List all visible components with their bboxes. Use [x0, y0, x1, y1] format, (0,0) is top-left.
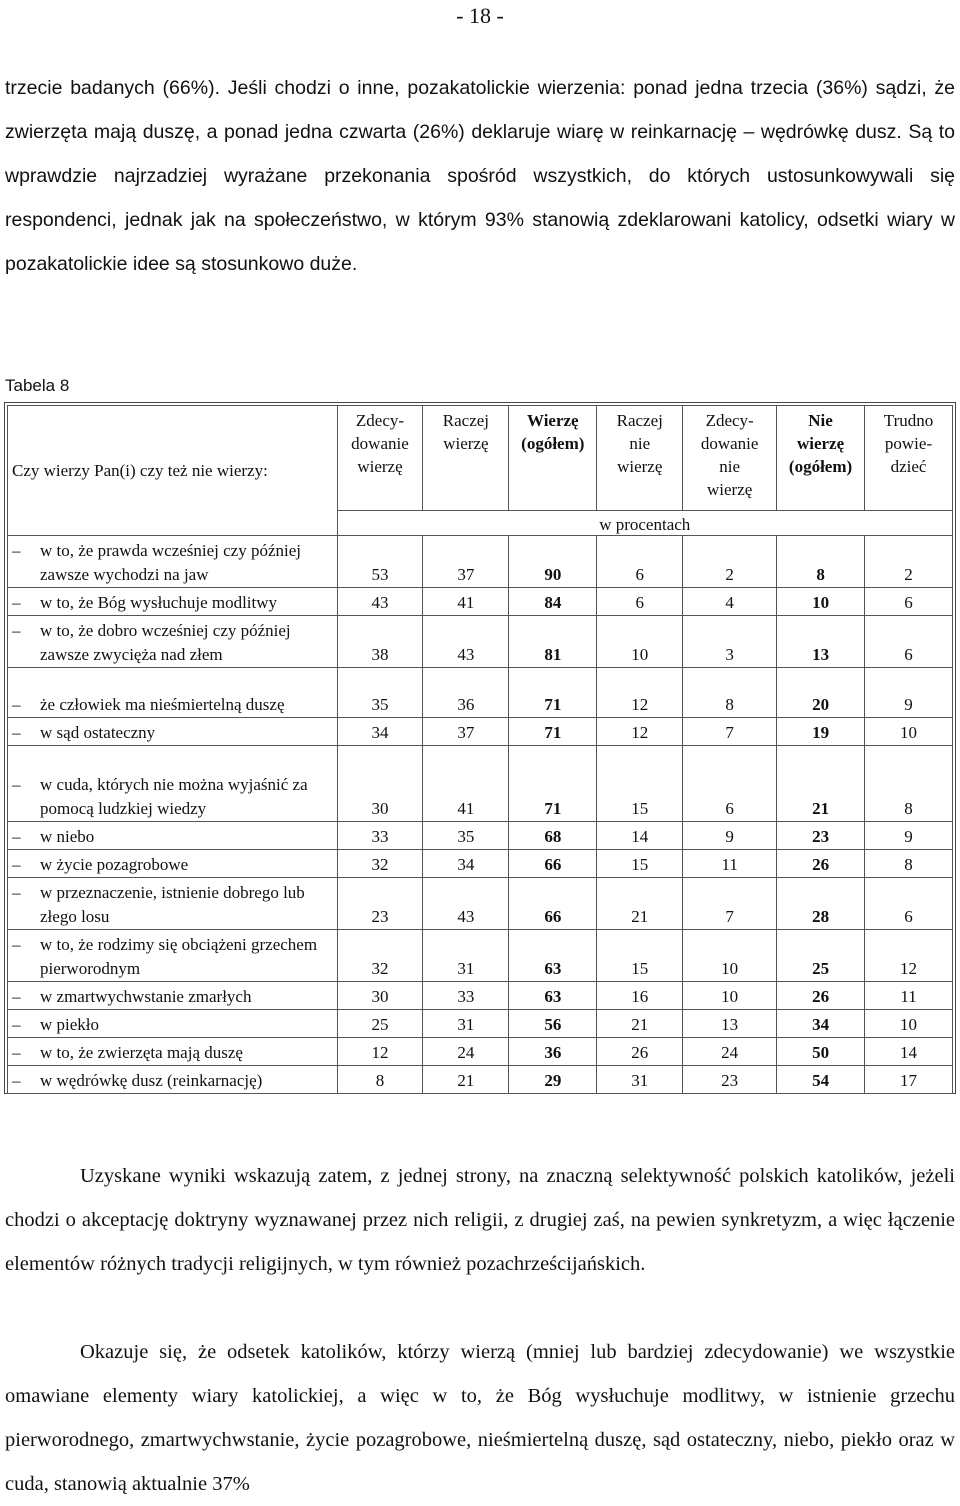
paragraph-conclusion: [5, 1154, 955, 1286]
table-cell: 41: [423, 746, 509, 822]
table-cell: 23: [777, 822, 865, 850]
paragraph-findings-text: Okazuje się, że odsetek katolików, którzy wierzą (mniej lub bardziej zdecydowanie) we wszystkie omawiane elementy wiary katolickiej, a więc w to, że Bóg wysłuchuje modlitwy, w istnienie grzechu pierworodnego, zmartwychwstanie, życie pozagrobowe, nieśmiertelną duszę, sąd ostateczny, niebo, piekło oraz w cuda, stanowią aktualnie 37%: [5, 1341, 955, 1495]
row-label: [8, 1038, 338, 1066]
row-label: [8, 668, 338, 718]
row-label: [8, 588, 338, 616]
table-caption: Tabela 8: [5, 376, 70, 395]
table-cell: 23: [337, 878, 423, 930]
row-label-text: w to, że rodzimy się obciążeni grzechem pierworodnym: [40, 935, 318, 978]
table-row: [8, 878, 953, 930]
paragraph-intro: trzecie badanych (66%). Jeśli chodzi o inne, pozakatolickie wierzenia: ponad jedna trzecia (36%) sądzi, że zwierzęta mają duszę, a ponad jedna czwarta (26%) deklaruje wiarę w reinkarnację – wędrówkę dusz. Są to wprawdzie najrzadziej wyrażane przekonania spośród wszystkich, do których ustosunkowywali się respondenci, jednak jak na społeczeństwo, w którym 93% stanowią zdeklarowani katolicy, odsetki wiary w pozakatolickie idee są stosunkowo duże.: [5, 77, 955, 275]
paragraph-findings: [5, 1330, 955, 1506]
table-cell: 19: [777, 718, 865, 746]
table-cell: 8: [683, 668, 777, 718]
table-cell: 31: [423, 1010, 509, 1038]
dash-bullet: –: [12, 775, 21, 794]
dash-bullet: –: [12, 935, 21, 954]
row-label-text: w wędrówkę dusz (reinkarnację): [40, 1071, 263, 1090]
table-cell: 15: [597, 930, 683, 982]
table-cell: 35: [337, 668, 423, 718]
dash-bullet: –: [12, 541, 21, 560]
table-cell: 25: [777, 930, 865, 982]
dash-bullet: –: [12, 1015, 21, 1034]
table-cell: 9: [865, 822, 953, 850]
row-label-text: w to, że Bóg wysłuchuje modlitwy: [40, 593, 278, 612]
data-table: [7, 405, 953, 1094]
row-label-text: w niebo: [40, 827, 95, 846]
column-header: Raczej nie wierzę: [597, 406, 683, 511]
table-cell: 6: [597, 536, 683, 588]
table-cell: 10: [597, 616, 683, 668]
table-cell: 6: [865, 616, 953, 668]
table-cell: 10: [683, 982, 777, 1010]
table-cell: 90: [509, 536, 597, 588]
table-cell: 6: [597, 588, 683, 616]
row-label-text: w zmartwychwstanie zmarłych: [40, 987, 252, 1006]
table-cell: 8: [865, 850, 953, 878]
column-header: Zdecy- dowanie nie wierzę: [683, 406, 777, 511]
row-label: [8, 982, 338, 1010]
table-cell: 12: [597, 718, 683, 746]
table-cell: 28: [777, 878, 865, 930]
column-header: Wierzę (ogółem): [509, 406, 597, 511]
table-row: [8, 982, 953, 1010]
table-cell: 25: [337, 1010, 423, 1038]
row-label-text: w sąd ostateczny: [40, 723, 156, 742]
dash-bullet: –: [12, 883, 21, 902]
table-cell: 21: [423, 1066, 509, 1094]
row-label-text: w to, że dobro wcześniej czy później zawsze zwycięża nad złem: [40, 621, 291, 664]
table-cell: 26: [777, 982, 865, 1010]
table-cell: 63: [509, 982, 597, 1010]
table-cell: 68: [509, 822, 597, 850]
row-label: [8, 930, 338, 982]
row-label-text: w życie pozagrobowe: [40, 855, 189, 874]
dash-bullet: –: [12, 827, 21, 846]
table-row: [8, 822, 953, 850]
table-cell: 16: [597, 982, 683, 1010]
table-cell: 3: [683, 616, 777, 668]
dash-bullet: –: [12, 621, 21, 640]
table-cell: 38: [337, 616, 423, 668]
table-cell: 31: [423, 930, 509, 982]
table-cell: 10: [683, 930, 777, 982]
table-row: [8, 1010, 953, 1038]
row-label-text: w piekło: [40, 1015, 100, 1034]
table-cell: 34: [777, 1010, 865, 1038]
table-row: [8, 668, 953, 718]
row-label-text: w przeznaczenie, istnienie dobrego lub złego losu: [40, 883, 305, 926]
table-cell: 41: [423, 588, 509, 616]
table-cell: 32: [337, 850, 423, 878]
table-cell: 6: [865, 588, 953, 616]
table-row: [8, 746, 953, 822]
table-cell: 34: [337, 718, 423, 746]
table-cell: 10: [865, 718, 953, 746]
row-label-text: w cuda, których nie można wyjaśnić za pomocą ludzkiej wiedzy: [40, 775, 308, 818]
table-cell: 33: [337, 822, 423, 850]
table-cell: 71: [509, 668, 597, 718]
table-cell: 50: [777, 1038, 865, 1066]
table-cell: 37: [423, 536, 509, 588]
table-cell: 6: [683, 746, 777, 822]
table-row: [8, 536, 953, 588]
table-cell: 34: [423, 850, 509, 878]
table-cell: 71: [509, 718, 597, 746]
table-cell: 24: [683, 1038, 777, 1066]
table-cell: 9: [683, 822, 777, 850]
table-cell: 43: [337, 588, 423, 616]
row-label: [8, 878, 338, 930]
table-cell: 17: [865, 1066, 953, 1094]
table-cell: 20: [777, 668, 865, 718]
table-cell: 33: [423, 982, 509, 1010]
table-cell: 84: [509, 588, 597, 616]
table-cell: 21: [597, 1010, 683, 1038]
table-cell: 31: [597, 1066, 683, 1094]
table-cell: 8: [777, 536, 865, 588]
paragraph-conclusion-text: Uzyskane wyniki wskazują zatem, z jednej strony, na znaczną selektywność polskich katolików, jeżeli chodzi o akceptację doktryny wyznawanej przez nich religii, z drugiej zaś, na pewien synkretyzm, a więc łączenie elementów różnych tradycji religijnych, w tym również pozachrześcijańskich.: [5, 1165, 955, 1275]
table-row: [8, 588, 953, 616]
table-row: [8, 1066, 953, 1094]
dash-bullet: –: [12, 1071, 21, 1090]
dash-bullet: –: [12, 987, 21, 1006]
row-label: [8, 718, 338, 746]
table-cell: 30: [337, 746, 423, 822]
table-cell: 23: [683, 1066, 777, 1094]
table-row: [8, 930, 953, 982]
table-cell: 56: [509, 1010, 597, 1038]
table-row: [8, 718, 953, 746]
table-cell: 36: [423, 668, 509, 718]
table-cell: 6: [865, 878, 953, 930]
dash-bullet: –: [12, 723, 21, 742]
dash-bullet: –: [12, 855, 21, 874]
table-cell: 7: [683, 878, 777, 930]
row-label-text: w to, że prawda wcześniej czy później zawsze wychodzi na jaw: [40, 541, 302, 584]
table-cell: 63: [509, 930, 597, 982]
table-cell: 32: [337, 930, 423, 982]
row-label: [8, 850, 338, 878]
table-cell: 15: [597, 850, 683, 878]
table-cell: 53: [337, 536, 423, 588]
table-cell: 29: [509, 1066, 597, 1094]
dash-bullet: –: [12, 695, 21, 714]
row-label: [8, 822, 338, 850]
table-cell: 11: [865, 982, 953, 1010]
row-label: [8, 746, 338, 822]
table-cell: 81: [509, 616, 597, 668]
column-header: Raczej wierzę: [423, 406, 509, 511]
table-cell: 2: [865, 536, 953, 588]
table-cell: 12: [865, 930, 953, 982]
table-cell: 7: [683, 718, 777, 746]
table-cell: 11: [683, 850, 777, 878]
column-header: Zdecy- dowanie wierzę: [337, 406, 423, 511]
table-cell: 66: [509, 850, 597, 878]
table-cell: 10: [865, 1010, 953, 1038]
table-cell: 2: [683, 536, 777, 588]
table-row: [8, 1038, 953, 1066]
table-cell: 10: [777, 588, 865, 616]
table-cell: 43: [423, 616, 509, 668]
row-label-text: że człowiek ma nieśmiertelną duszę: [40, 695, 285, 714]
table-cell: 21: [777, 746, 865, 822]
table-cell: 66: [509, 878, 597, 930]
row-label: [8, 1066, 338, 1094]
column-header: Nie wierzę (ogółem): [777, 406, 865, 511]
row-label-text: w to, że zwierzęta mają duszę: [40, 1043, 243, 1062]
dash-bullet: –: [12, 1043, 21, 1062]
table-cell: 35: [423, 822, 509, 850]
table-cell: 8: [865, 746, 953, 822]
table-cell: 26: [597, 1038, 683, 1066]
table-cell: 15: [597, 746, 683, 822]
table-cell: 14: [597, 822, 683, 850]
column-header: Trudno powie- dzieć: [865, 406, 953, 511]
table-cell: 12: [337, 1038, 423, 1066]
table-cell: 13: [777, 616, 865, 668]
table-cell: 21: [597, 878, 683, 930]
table-cell: 30: [337, 982, 423, 1010]
table-cell: 8: [337, 1066, 423, 1094]
table-cell: 14: [865, 1038, 953, 1066]
table-cell: 37: [423, 718, 509, 746]
page-number: - 18 -: [456, 3, 504, 28]
table-cell: 43: [423, 878, 509, 930]
table-cell: 12: [597, 668, 683, 718]
table-row: [8, 850, 953, 878]
table-row: [8, 616, 953, 668]
question-header: Czy wierzy Pan(i) czy też nie wierzy:: [8, 406, 338, 536]
dash-bullet: –: [12, 593, 21, 612]
row-label: [8, 616, 338, 668]
row-label: [8, 1010, 338, 1038]
table-cell: 13: [683, 1010, 777, 1038]
unit-label: w procentach: [337, 511, 953, 536]
table-cell: 36: [509, 1038, 597, 1066]
table-cell: 4: [683, 588, 777, 616]
table-cell: 9: [865, 668, 953, 718]
table-cell: 54: [777, 1066, 865, 1094]
table-cell: 26: [777, 850, 865, 878]
row-label: [8, 536, 338, 588]
table-cell: 24: [423, 1038, 509, 1066]
table-cell: 71: [509, 746, 597, 822]
